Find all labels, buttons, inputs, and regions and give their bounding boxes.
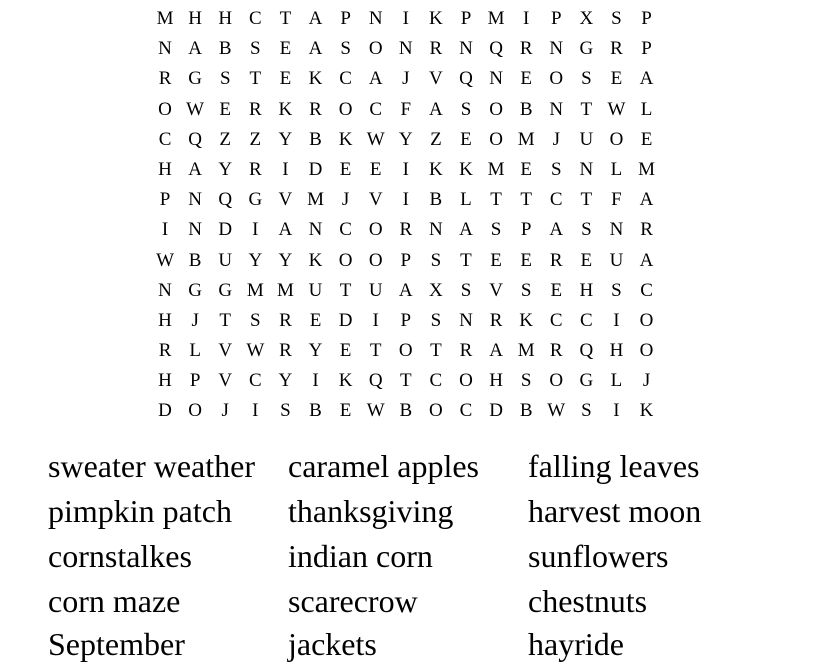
grid-letter: C: [248, 370, 262, 392]
grid-letter: R: [158, 68, 172, 90]
grid-letter: S: [219, 68, 231, 90]
grid-letter: D: [489, 400, 503, 422]
grid-letter: A: [368, 68, 383, 90]
grid-letter: T: [369, 340, 382, 362]
grid-letter: J: [221, 400, 229, 422]
grid-letter: S: [340, 38, 351, 60]
grid-letter: T: [219, 309, 232, 331]
grid-letter: I: [372, 309, 379, 331]
grid-letter: S: [550, 158, 562, 180]
word-list-item: sweater weather: [48, 448, 255, 484]
grid-letter: A: [308, 8, 323, 29]
grid-letter: S: [250, 309, 261, 331]
grid-letter: N: [368, 8, 383, 29]
grid-letter: N: [308, 219, 323, 241]
word-list-item: sunflowers: [528, 538, 669, 574]
grid-letter: Q: [579, 340, 594, 362]
grid-letter: P: [340, 8, 351, 29]
grid-letter: P: [189, 370, 201, 392]
grid-letter: V: [368, 189, 383, 211]
grid-letter: P: [400, 249, 412, 271]
grid-letter: O: [158, 98, 172, 120]
grid-letter: M: [638, 158, 655, 180]
grid-letter: E: [460, 128, 472, 150]
grid-letter: R: [610, 38, 623, 60]
grid-letter: K: [338, 370, 353, 392]
word-list-item: cornstalkes: [48, 538, 192, 574]
grid-letter: R: [459, 340, 473, 362]
grid-letter: E: [279, 38, 292, 60]
grid-letter: T: [520, 189, 532, 211]
grid-letter: S: [581, 68, 592, 90]
grid-row: [150, 64, 670, 94]
grid-letter: L: [610, 158, 623, 180]
grid-letter: D: [218, 219, 233, 241]
grid-letter: N: [398, 38, 413, 60]
grid-letter: Q: [218, 189, 233, 211]
grid-letter: H: [489, 370, 503, 392]
grid-letter: J: [191, 309, 199, 331]
grid-letter: S: [460, 279, 472, 301]
grid-letter: T: [580, 98, 593, 120]
grid-letter: C: [369, 98, 383, 120]
grid-letter: X: [579, 8, 594, 29]
grid-letter: B: [519, 98, 533, 120]
grid-letter: G: [248, 189, 263, 211]
grid-letter: N: [579, 158, 594, 180]
grid-letter: K: [278, 98, 293, 120]
grid-letter: S: [280, 400, 291, 422]
grid-letter: O: [639, 309, 654, 331]
word-list-item: caramel apples: [288, 448, 479, 484]
grid-letter: Z: [249, 128, 262, 150]
grid-row: [150, 396, 670, 426]
grid-letter: W: [607, 98, 626, 120]
grid-letter: B: [429, 189, 443, 211]
grid-letter: E: [520, 68, 532, 90]
grid-letter: L: [460, 189, 472, 211]
grid-letter: G: [579, 38, 594, 60]
grid-letter: V: [489, 279, 503, 301]
grid-letter: E: [520, 158, 532, 180]
grid-letter: E: [580, 249, 593, 271]
grid-letter: R: [309, 98, 322, 120]
grid-letter: R: [489, 309, 503, 331]
grid-letter: Y: [308, 340, 323, 362]
grid-letter: N: [188, 189, 202, 211]
grid-letter: Y: [278, 370, 293, 392]
grid-letter: R: [279, 340, 292, 362]
grid-letter: C: [158, 128, 172, 150]
grid-letter: G: [579, 370, 594, 392]
grid-letter: V: [429, 68, 443, 90]
grid-letter: P: [520, 219, 532, 241]
grid-letter: J: [402, 68, 410, 90]
grid-letter: L: [640, 98, 653, 120]
grid-letter: R: [519, 38, 533, 60]
grid-letter: M: [276, 279, 294, 301]
grid-letter: Z: [219, 128, 232, 150]
grid-letter: E: [640, 128, 653, 150]
grid-letter: E: [369, 158, 382, 180]
grid-letter: E: [490, 249, 502, 271]
word-list-item: pimpkin patch: [48, 493, 232, 529]
grid-letter: N: [158, 279, 172, 301]
word-search-grid: [150, 4, 670, 427]
grid-letter: N: [459, 38, 473, 60]
grid-letter: C: [640, 279, 653, 301]
grid-letter: B: [399, 400, 413, 422]
grid-letter: E: [309, 309, 322, 331]
grid-letter: Q: [489, 38, 503, 60]
grid-letter: N: [429, 219, 443, 241]
grid-row: [150, 336, 670, 366]
grid-letter: E: [520, 249, 532, 271]
word-list-item: September: [48, 626, 185, 662]
grid-letter: C: [339, 68, 352, 90]
grid-letter: N: [459, 309, 473, 331]
grid-letter: U: [579, 128, 594, 150]
grid-letter: K: [308, 68, 323, 90]
grid-letter: H: [218, 8, 233, 29]
grid-letter: W: [186, 98, 205, 120]
grid-letter: M: [517, 128, 535, 150]
grid-letter: H: [188, 8, 202, 29]
grid-row: [150, 276, 670, 306]
grid-letter: A: [188, 158, 202, 180]
grid-letter: P: [159, 189, 171, 211]
grid-letter: W: [366, 400, 385, 422]
grid-letter: J: [642, 370, 651, 392]
grid-letter: Y: [278, 249, 293, 271]
grid-letter: I: [613, 309, 620, 331]
grid-letter: G: [188, 279, 202, 301]
grid-letter: M: [517, 340, 535, 362]
grid-letter: A: [639, 189, 654, 211]
grid-letter: U: [609, 249, 624, 271]
grid-letter: K: [429, 8, 443, 29]
grid-letter: S: [581, 219, 592, 241]
grid-letter: P: [460, 8, 472, 29]
grid-letter: A: [398, 279, 413, 301]
grid-letter: V: [218, 340, 233, 362]
grid-letter: I: [252, 400, 259, 422]
grid-letter: U: [368, 279, 383, 301]
grid-letter: H: [158, 309, 172, 331]
grid-letter: H: [609, 340, 624, 362]
grid-letter: A: [308, 38, 323, 60]
grid-letter: T: [430, 340, 442, 362]
grid-letter: O: [338, 98, 353, 120]
grid-letter: I: [161, 219, 169, 241]
grid-letter: T: [580, 189, 593, 211]
grid-letter: K: [338, 128, 353, 150]
grid-row: [150, 155, 670, 185]
grid-letter: W: [547, 400, 566, 422]
grid-letter: O: [368, 38, 383, 60]
grid-letter: T: [339, 279, 352, 301]
word-list-item: hayride: [528, 626, 624, 662]
grid-letter: C: [549, 189, 563, 211]
grid-letter: M: [156, 8, 174, 29]
word-list-item: corn maze: [48, 583, 181, 619]
grid-letter: O: [549, 370, 564, 392]
grid-letter: S: [250, 38, 261, 60]
grid-letter: S: [611, 8, 622, 29]
grid-letter: A: [278, 219, 293, 241]
grid-letter: A: [639, 68, 654, 90]
grid-letter: P: [550, 8, 562, 29]
grid-letter: Y: [248, 249, 263, 271]
grid-letter: Y: [218, 158, 233, 180]
grid-letter: J: [552, 128, 560, 150]
grid-letter: C: [549, 309, 563, 331]
grid-letter: A: [429, 98, 443, 120]
grid-row: [150, 95, 670, 125]
grid-letter: B: [188, 249, 202, 271]
grid-letter: S: [460, 98, 472, 120]
grid-letter: H: [158, 158, 172, 180]
grid-letter: P: [641, 8, 652, 29]
grid-letter: S: [581, 400, 592, 422]
grid-letter: I: [523, 8, 530, 29]
grid-letter: V: [218, 370, 233, 392]
grid-letter: V: [278, 189, 293, 211]
grid-letter: M: [487, 8, 505, 29]
grid-letter: E: [610, 68, 623, 90]
grid-letter: E: [339, 158, 352, 180]
grid-letter: F: [400, 98, 412, 120]
grid-letter: D: [338, 309, 353, 331]
grid-letter: O: [549, 68, 564, 90]
grid-letter: M: [307, 189, 324, 211]
word-list-item: indian corn: [288, 538, 433, 574]
grid-letter: N: [549, 98, 564, 120]
grid-letter: A: [639, 249, 654, 271]
grid-letter: I: [613, 400, 620, 422]
grid-letter: O: [639, 340, 654, 362]
grid-letter: R: [279, 309, 292, 331]
grid-letter: R: [399, 219, 413, 241]
grid-letter: S: [430, 249, 442, 271]
grid-letter: E: [550, 279, 563, 301]
grid-letter: R: [248, 98, 262, 120]
grid-letter: S: [520, 279, 532, 301]
grid-letter: T: [399, 370, 412, 392]
grid-letter: H: [158, 370, 172, 392]
grid-letter: N: [188, 219, 202, 241]
grid-letter: O: [489, 128, 503, 150]
grid-letter: A: [459, 219, 473, 241]
grid-letter: K: [639, 400, 654, 422]
grid-letter: R: [549, 340, 563, 362]
grid-letter: E: [279, 68, 292, 90]
grid-letter: T: [490, 189, 502, 211]
grid-letter: I: [402, 8, 409, 29]
grid-letter: C: [339, 219, 352, 241]
grid-letter: O: [368, 219, 383, 241]
grid-letter: R: [429, 38, 443, 60]
grid-letter: C: [459, 400, 473, 422]
word-list-item: falling leaves: [528, 448, 700, 484]
grid-row: [150, 125, 670, 155]
grid-letter: H: [579, 279, 594, 301]
grid-letter: F: [611, 189, 622, 211]
grid-letter: W: [156, 249, 175, 271]
grid-letter: G: [188, 68, 202, 90]
grid-letter: W: [366, 128, 385, 150]
grid-letter: S: [490, 219, 502, 241]
grid-letter: R: [549, 249, 563, 271]
grid-letter: T: [249, 68, 262, 90]
grid-letter: J: [341, 189, 350, 211]
grid-letter: K: [519, 309, 534, 331]
grid-letter: Q: [459, 68, 473, 90]
grid-letter: Y: [398, 128, 413, 150]
grid-letter: Q: [188, 128, 202, 150]
grid-letter: N: [158, 38, 172, 60]
grid-letter: M: [246, 279, 264, 301]
grid-letter: D: [158, 400, 172, 422]
grid-letter: Q: [368, 370, 383, 392]
grid-letter: M: [487, 158, 505, 180]
grid-letter: O: [459, 370, 473, 392]
grid-letter: C: [248, 8, 262, 29]
grid-letter: B: [519, 400, 533, 422]
grid-letter: A: [188, 38, 202, 60]
grid-letter: S: [611, 279, 622, 301]
grid-letter: I: [402, 158, 409, 180]
word-list-item: chestnuts: [528, 583, 648, 619]
word-list-item: jackets: [288, 626, 377, 662]
grid-letter: U: [218, 249, 233, 271]
grid-letter: B: [309, 400, 322, 422]
grid-letter: U: [308, 279, 323, 301]
word-list: [48, 444, 808, 660]
grid-letter: C: [429, 370, 443, 392]
grid-row: [150, 306, 670, 336]
grid-letter: K: [429, 158, 443, 180]
grid-letter: O: [338, 249, 353, 271]
grid-letter: L: [610, 370, 623, 392]
grid-letter: R: [248, 158, 262, 180]
grid-letter: N: [489, 68, 503, 90]
grid-letter: X: [429, 279, 443, 301]
grid-letter: Y: [278, 128, 293, 150]
grid-letter: O: [368, 249, 383, 271]
grid-letter: R: [640, 219, 653, 241]
grid-row: [150, 366, 670, 396]
grid-letter: D: [308, 158, 323, 180]
grid-letter: A: [489, 340, 503, 362]
grid-letter: O: [609, 128, 624, 150]
grid-letter: O: [188, 400, 202, 422]
grid-row: [150, 4, 670, 34]
grid-letter: C: [580, 309, 593, 331]
grid-letter: N: [549, 38, 564, 60]
grid-row: [150, 34, 670, 64]
grid-letter: P: [400, 309, 412, 331]
grid-letter: O: [398, 340, 413, 362]
grid-letter: L: [189, 340, 201, 362]
grid-letter: E: [219, 98, 232, 120]
grid-letter: T: [279, 8, 292, 29]
grid-letter: A: [549, 219, 564, 241]
grid-letter: G: [218, 279, 233, 301]
grid-letter: P: [641, 38, 652, 60]
word-list-item: thanksgiving: [288, 493, 454, 529]
word-list-item: scarecrow: [288, 583, 418, 619]
grid-letter: T: [460, 249, 472, 271]
grid-letter: S: [520, 370, 532, 392]
grid-letter: I: [252, 219, 259, 241]
grid-row: [150, 246, 670, 276]
grid-letter: B: [218, 38, 232, 60]
grid-letter: N: [609, 219, 624, 241]
grid-letter: K: [459, 158, 473, 180]
grid-letter: K: [308, 249, 323, 271]
grid-letter: I: [312, 370, 319, 392]
grid-letter: O: [429, 400, 443, 422]
grid-letter: E: [339, 340, 352, 362]
grid-row: [150, 215, 670, 245]
grid-letter: R: [158, 340, 172, 362]
grid-letter: O: [489, 98, 503, 120]
grid-letter: S: [430, 309, 442, 331]
grid-letter: Z: [430, 128, 442, 150]
grid-letter: B: [309, 128, 322, 150]
grid-letter: W: [246, 340, 265, 362]
word-list-item: harvest moon: [528, 493, 702, 529]
grid-row: [150, 185, 670, 215]
grid-letter: I: [402, 189, 409, 211]
grid-letter: E: [339, 400, 352, 422]
grid-letter: I: [282, 158, 289, 180]
